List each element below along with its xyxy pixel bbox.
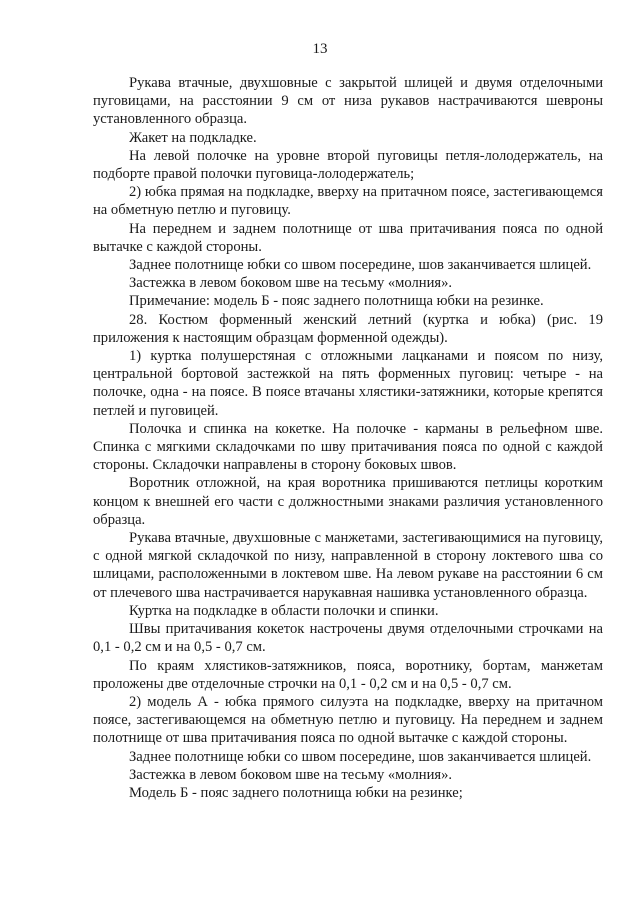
paragraph: Полочка и спинка на кокетке. На полочке - карманы в рельефном шве. Спинка с мягкими складочками по шву притачивания пояса по одной с каждой стороны. Складочки направлены в сторону боковых швов. [93,420,603,474]
paragraph: Застежка в левом боковом шве на тесьму «молния». [129,766,453,783]
paragraph: Рукава втачные, двухшовные с манжетами, застегивающимися на пуговицу, с одной мягкой складочкой по низу, направленной в сторону локтевого шва со шлицами, расположенными в локтевом шве. На левом рукаве на расстоянии 6 см от плечевого шва настрачивается нарукавная нашивка установленного образца. [93,530,603,601]
paragraph: Заднее полотнище юбки со швом посередине, шов заканчивается шлицей. [129,257,592,274]
paragraph: 2) юбка прямая на подкладке, вверху на притачном поясе, застегивающемся на обметную петлю и пуговицу. [93,184,603,219]
paragraph: На переднем и заднем полотнище от шва притачивания пояса по одной вытачке с каждой стороны. [93,220,603,255]
paragraph: 2) модель А - юбка прямого силуэта на подкладке, вверху на притачном поясе, застегивающемся на обметную петлю и пуговицу. На переднем и заднем полотнище от шва притачивания пояса по одной вытачке с каждой стороны. [93,693,603,747]
paragraph: 28. Костюм форменный женский летний (куртка и юбка) (рис. 19 приложения к настоящим образцам форменной одежды). [93,311,603,346]
paragraph: Модель Б - пояс заднего полотнища юбки на резинке; [129,784,463,801]
paragraph: На левой полочке на уровне второй пуговицы петля-лолодержатель, на подборте правой полочки пуговица-лолодержатель; [93,147,603,183]
paragraph: Воротник отложной, на края воротника пришиваются петлицы коротким концом к внешней его части с должностными знаками различия установленного образца. [93,475,603,528]
paragraph: Примечание: модель Б - пояс заднего полотнища юбки на резинке. [129,293,544,310]
paragraph: Куртка на подкладке в области полочки и спинки. [129,602,439,619]
paragraph: 1) куртка полушерстяная с отложными лацканами и поясом по низу, центральной бортовой застежкой на пять форменных пуговиц: четыре - на полочке, одна - на поясе. В поясе втачаны хлястики-затяжники, которые крепятся петлей и пуговицей. [93,348,603,419]
paragraph: Рукава втачные, двухшовные с закрытой шлицей и двумя отделочными пуговицами, на расстоянии 9 см от низа рукавов настрачиваются шевроны установленного образца. [93,75,603,128]
paragraph: Жакет на подкладке. [129,129,257,146]
page-number: 13 [312,41,328,57]
paragraph: По краям хлястиков-затяжников, пояса, воротнику, бортам, манжетам проложены две отделочные строчки на 0,1 - 0,2 см и на 0,5 - 0,7 см. [93,657,603,692]
paragraph: Застежка в левом боковом шве на тесьму «молния». [129,275,453,292]
paragraph: Заднее полотнище юбки со швом посередине, шов заканчивается шлицей. [129,748,592,765]
document-body [93,74,603,802]
paragraph: Швы притачивания кокеток настрочены двумя отделочными строчками на 0,1 - 0,2 см и на 0,5 - 0,7 см. [93,621,603,656]
